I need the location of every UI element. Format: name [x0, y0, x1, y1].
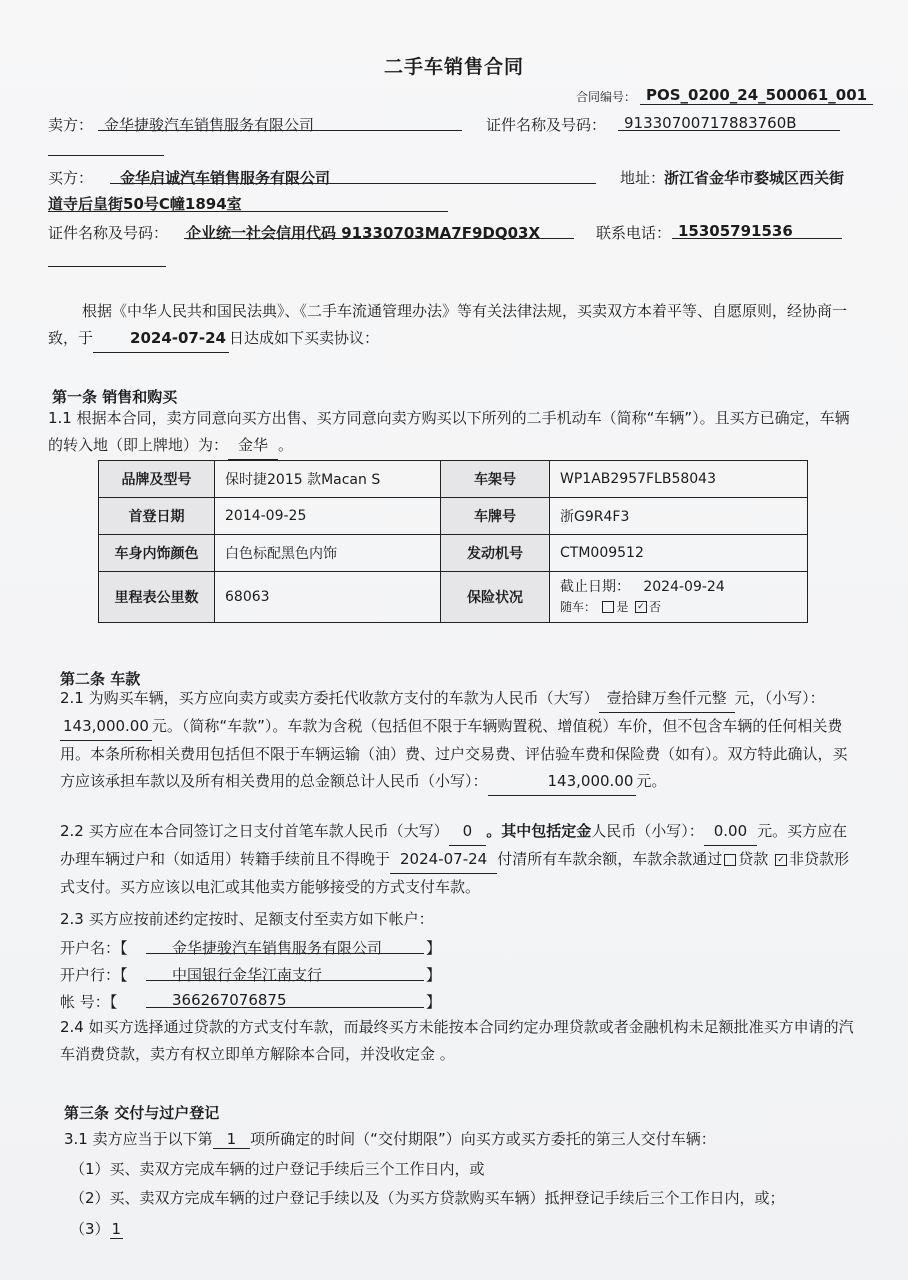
article-2-2: 2.2 买方应在本合同签订之日支付首笔车款人民币（大写） 0 。其中包括定金人民币（小写）： 0.00 元。买方应在办理车辆过户和（如适用）转籍手续前且不得晚于 2024-07-24 付清所有车款余额，车款余款通过 贷款 ✓ 非贷款形式支付。买方应该以电汇或其他卖方能够接受的方式支付车款。 — [60, 818, 856, 901]
seller-name-underline — [98, 130, 462, 131]
article-2-1: 2.1 为购买车辆，买方应向卖方或卖方委托代收款方支付的车款为人民币（大写） 壹拾肆万叁仟元整 元，（小写）：143,000.00 元。（简称“车款”）。车款为含税（包括但不限于车辆购置税、增值税）车价，但不包含车辆的任何相关费用。本条所称相关费用包括但不限于车辆运输（油）费、过户交易费、评估验车费和保险费（如有）。双方特此确认，买方应该承担车款以及所有相关费用的总金额总计人民币（小写）： 143,000.00 元。 — [60, 685, 856, 796]
account-bank: 中国银行金华江南支行 — [172, 966, 323, 984]
total-amount: 143,000.00 — [488, 768, 637, 796]
color-value: 白色标配黑色内饰 — [215, 535, 441, 572]
delivery-option-1: （1）买、卖双方完成车辆的过户登记手续后三个工作日内，或 — [70, 1160, 485, 1178]
buyer-id-value: 企业统一社会信用代码 91330703MA7F9DQ03X — [186, 224, 541, 242]
reg-date-label: 首登日期 — [99, 498, 215, 535]
buyer-phone: 15305791536 — [678, 222, 793, 240]
vin-value: WP1AB2957FLB58043 — [550, 461, 808, 498]
account-number: 366267076875 — [172, 991, 287, 1009]
account-name-underline — [146, 953, 424, 954]
article-1-1: 1.1 根据本合同，卖方同意向买方出售、买方同意向卖方购买以下所列的二手机动车（简称“车辆”）。且买方已确定，车辆的转入地（即上牌地）为： 金华 。 — [48, 405, 858, 460]
delivery-option-2: （2）买、卖双方完成车辆的过户登记手续以及（为买方贷款购买车辆）抵押登记手续后三个工作日内，或； — [70, 1189, 785, 1207]
insurance-no-checkbox: ✓ — [635, 601, 647, 613]
engine-label: 发动机号 — [441, 535, 550, 572]
account-bank-label: 开户行：【 — [60, 966, 128, 984]
article-3-1: 3.1 卖方应当于以下第 1 项所确定的时间（“交付期限”）向买方或买方委托的第三人交付车辆： — [64, 1130, 716, 1148]
vehicle-table — [98, 460, 808, 623]
delivery-option-3: （3） 1 — [70, 1220, 122, 1238]
seller-id-underline — [618, 130, 840, 131]
table-row — [99, 535, 808, 572]
transfer-place: 金华 — [228, 432, 278, 460]
odometer-label: 里程表公里数 — [99, 572, 215, 623]
delivery-option-3-value: 1 — [111, 1220, 122, 1238]
account-bank-underline — [146, 980, 424, 981]
final-payment-date: 2024-07-24 — [390, 846, 497, 874]
article-2-4: 2.4 如买方选择通过贷款的方式支付车款，而最终买方未能按本合同约定办理贷款或者金融机构未足额批准买方申请的汽车消费贷款，卖方有权立即单方解除本合同，并没收定金 。 — [60, 1018, 854, 1063]
buyer-name: 金华启诚汽车销售服务有限公司 — [120, 169, 331, 187]
article-2-heading: 第二条 车款 — [60, 670, 141, 688]
account-name-bracket: 】 — [426, 939, 442, 957]
vin-label: 车架号 — [441, 461, 550, 498]
buyer-phone-label: 联系电话： — [596, 224, 672, 242]
brand-label: 品牌及型号 — [99, 461, 215, 498]
insurance-end-date: 2024-09-24 — [643, 579, 725, 595]
reg-date-value: 2014-09-25 — [215, 498, 441, 535]
contract-number: POS_0200_24_500061_001 — [640, 86, 873, 105]
insurance-yes-checkbox — [602, 601, 614, 613]
engine-value: CTM009512 — [550, 535, 808, 572]
account-number-label: 帐 号：【 — [60, 993, 118, 1011]
table-row — [99, 498, 808, 535]
plate-value: 浙G9R4F3 — [550, 498, 808, 535]
agreement-date: 2024-07-24 — [93, 325, 229, 353]
buyer-id-underline — [184, 238, 574, 239]
account-number-bracket: 】 — [426, 993, 442, 1011]
insurance-label: 保险状况 — [441, 572, 550, 623]
table-row — [99, 572, 808, 623]
plate-label: 车牌号 — [441, 498, 550, 535]
account-name: 金华捷骏汽车销售服务有限公司 — [172, 939, 383, 957]
price-in-figures: 143,000.00 — [60, 713, 152, 741]
preamble: 根据《中华人民共和国民法典》、《二手车流通管理办法》等有关法律法规，买卖双方本着平等、自愿原则，经协商一致，于 2024-07-24 日达成如下买卖协议： — [48, 298, 858, 353]
buyer-address-underline — [48, 211, 448, 212]
account-number-underline — [146, 1007, 424, 1008]
page-title: 二手车销售合同 — [383, 56, 524, 78]
seller-id-value: 91330700717883760B — [624, 114, 797, 132]
loan-checkbox — [724, 854, 736, 866]
contract-number-label: 合同编号： — [576, 90, 637, 104]
odometer-value: 68063 — [215, 572, 441, 623]
brand-value: 保时捷2015 款Macan S — [215, 461, 441, 498]
delivery-option: 1 — [213, 1130, 251, 1149]
article-1-heading: 第一条 销售和购买 — [52, 388, 178, 406]
buyer-address-label: 地址： — [620, 169, 666, 187]
insurance-value: 截止日期： 2024-09-24 随车： 是 ✓ 否 — [550, 572, 808, 623]
seller-id-label: 证件名称及号码： — [486, 116, 607, 134]
buyer-address-line2: 道寺后皇街50号C幢1894室 — [48, 195, 242, 213]
buyer-name-underline — [110, 183, 596, 184]
buyer-phone-underline — [672, 238, 842, 239]
buyer-label: 买方： — [48, 169, 94, 187]
deposit-amount: 0.00 — [704, 818, 757, 846]
account-name-label: 开户名：【 — [60, 939, 128, 957]
color-label: 车身内饰颜色 — [99, 535, 215, 572]
seller-name: 金华捷骏汽车销售服务有限公司 — [104, 116, 315, 134]
table-row — [99, 461, 808, 498]
account-bank-bracket: 】 — [426, 966, 442, 984]
buyer-address-line1: 浙江省金华市婺城区西关街 — [664, 169, 845, 187]
article-2-3: 2.3 买方应按前述约定按时、足额支付至卖方如下帐户： — [60, 910, 434, 928]
seller-id-underline-2 — [48, 155, 164, 156]
buyer-phone-underline-2 — [48, 266, 166, 267]
seller-label: 卖方： — [48, 116, 94, 134]
buyer-id-label: 证件名称及号码： — [48, 224, 169, 242]
price-in-words: 壹拾肆万叁仟元整 — [599, 685, 735, 713]
article-3-heading: 第三条 交付与过户登记 — [64, 1104, 220, 1122]
first-payment: 0 — [449, 818, 487, 846]
non-loan-checkbox: ✓ — [775, 854, 787, 866]
